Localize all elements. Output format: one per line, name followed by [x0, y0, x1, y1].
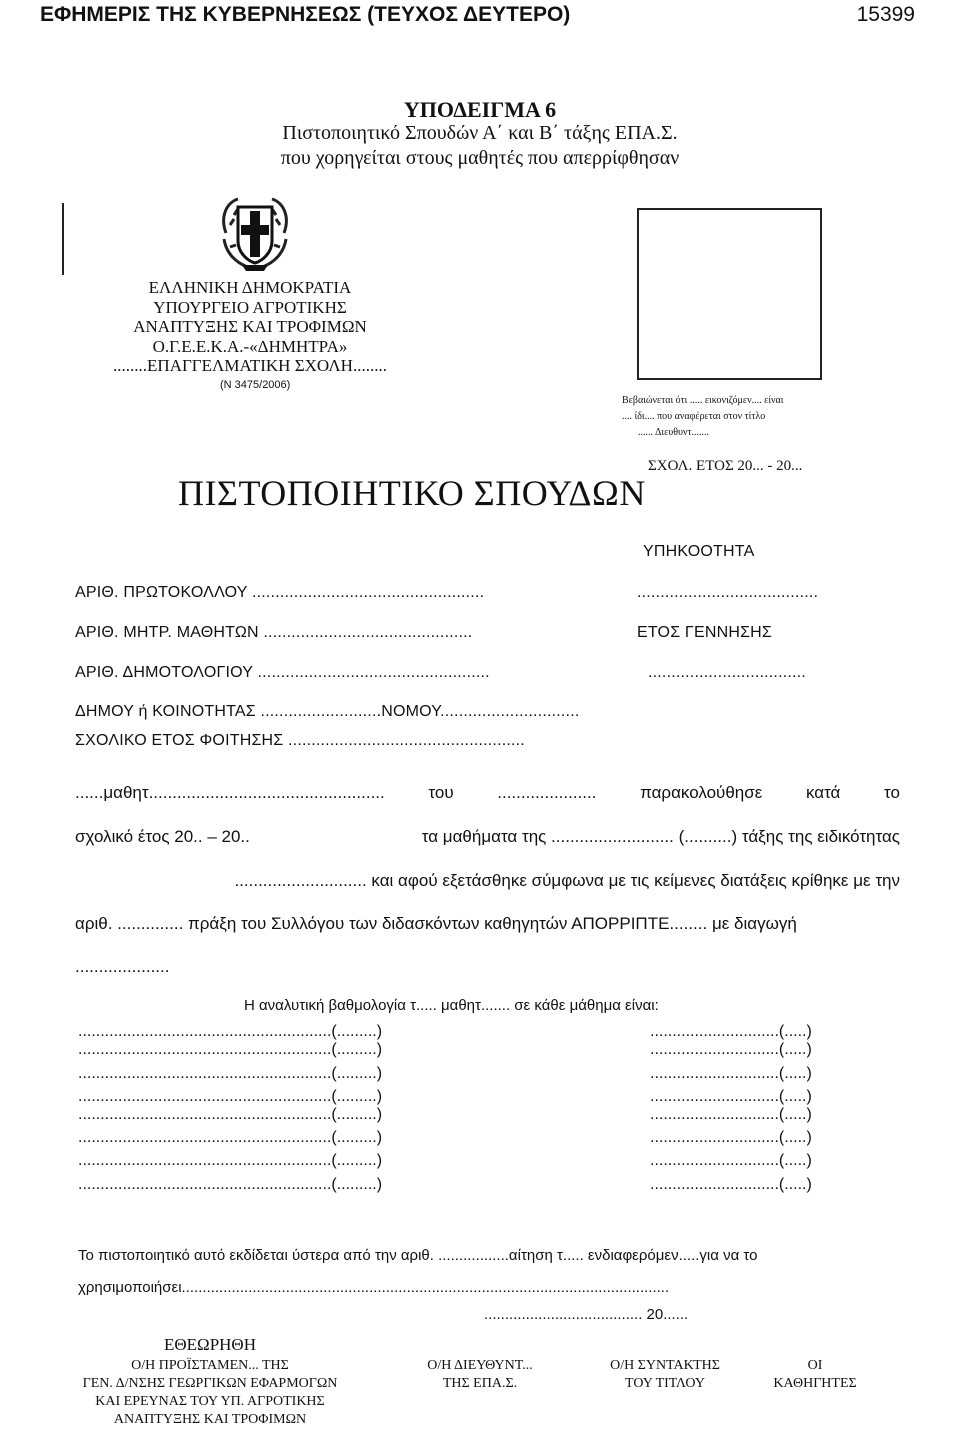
- issuer-line: ΑΝΑΠΤΥΞΗΣ ΚΑΙ ΤΡΟΦΙΜΩΝ: [133, 317, 367, 336]
- signature-line: ΤΟΥ ΤΙΤΛΟΥ: [625, 1376, 705, 1391]
- body-text: .....................: [497, 783, 597, 802]
- signature-line: ΚΑΘΗΓΗΤΕΣ: [773, 1376, 857, 1391]
- body-text: σχολικό έτος 20.. – 20..: [75, 827, 250, 846]
- signature-line: Ο/Η ΔΙΕΥΘΥΝΤ...: [427, 1358, 533, 1373]
- signature-line: Ο/Η ΠΡΟΪΣΤΑΜΕΝ... ΤΗΣ: [131, 1358, 289, 1373]
- issuer-line: ΥΠΟΥΡΓΕΙΟ ΑΓΡΟΤΙΚΗΣ: [153, 297, 347, 317]
- protocol-number-field: ΑΡΙΘ. ΠΡΩΤΟΚΟΛΛΟΥ ..................................................: [75, 584, 485, 601]
- signature-line: ΚΑΙ ΕΡΕΥΝΑΣ ΤΟΥ ΥΠ. ΑΓΡΟΤΙΚΗΣ: [95, 1394, 325, 1409]
- certificate-description: που χορηγείται στους μαθητές που απερρίφθησαν: [280, 147, 680, 169]
- grades-heading: Η αναλυτική βαθμολογία τ..... μαθητ....... σε κάθε μάθημα είναι:: [244, 997, 659, 1014]
- municipal-registry-field: ΑΡΙΘ. ΔΗΜΟΤΟΛΟΓΙΟΥ ..................................................: [75, 664, 490, 681]
- body-text: κατά: [805, 783, 841, 802]
- body-text: τα μαθήματα της .......................... (..........) τάξης της ειδικότητας: [421, 827, 900, 846]
- grade-right: .............................(.....): [650, 1065, 812, 1082]
- author-signature: [580, 1357, 750, 1393]
- director-signature: [395, 1357, 565, 1393]
- law-reference: (Ν 3475/2006): [220, 379, 291, 391]
- main-title: ΠΙΣΤΟΠΟΙΗΤΙΚΟ ΣΠΟΥΔΩΝ: [178, 473, 646, 513]
- signature-line: ΑΝΑΠΤΥΞΗΣ ΚΑΙ ΤΡΟΦΙΜΩΝ: [113, 1412, 307, 1427]
- photo-note-line: ...... Διευθυντ.......: [638, 427, 710, 438]
- grade-right: .............................(.....): [650, 1106, 812, 1123]
- issuer-line: ΕΛΛΗΝΙΚΗ ΔΗΜΟΚΡΑΤΙΑ: [148, 278, 352, 297]
- issue-date: ...................................... 20......: [484, 1306, 689, 1323]
- school-year: ΣΧΟΛ. ΕΤΟΣ 20... - 20...: [648, 458, 803, 474]
- issuer-line: ........ΕΠΑΓΓΕΛΜΑΤΙΚΗ ΣΧΟΛΗ........: [113, 356, 387, 375]
- body-line: [75, 783, 900, 803]
- grade-left: .........................................................(.........): [78, 1041, 383, 1058]
- signature-line: ΟΙ: [807, 1358, 823, 1373]
- body-line: [75, 827, 900, 847]
- gazette-header: ΕΦΗΜΕΡΙΣ ΤΗΣ ΚΥΒΕΡΝΗΣΕΩΣ (ΤΕΥΧΟΣ ΔΕΥΤΕΡΟ): [40, 3, 571, 26]
- grade-left: .........................................................(.........): [78, 1023, 383, 1040]
- body-text: του: [428, 783, 454, 802]
- citizenship-label: ΥΠΗΚΟΟΤΗΤΑ: [643, 543, 755, 560]
- page-number: 15399: [856, 3, 915, 26]
- certificate-subtitle: Πιστοποιητικό Σπουδών Α΄ και Β΄ τάξης ΕΠΑ.Σ.: [282, 122, 678, 144]
- citizenship-field: .......................................: [637, 584, 819, 601]
- coat-of-arms-emblem: [212, 195, 298, 273]
- body-line: ............................ και αφού εξετάσθηκε σύμφωνα με τις κείμενες διατάξεις κρίθηκε με την: [234, 871, 900, 890]
- photo-note-line: Βεβαιώνεται ότι ..... εικονιζόμεν.... είναι: [622, 395, 784, 406]
- grade-right: .............................(.....): [650, 1129, 812, 1146]
- grade-right: .............................(.....): [650, 1088, 812, 1105]
- grade-left: .........................................................(.........): [78, 1129, 383, 1146]
- issuance-statement-cont: χρησιμοποιήσει.....................................................................................................................: [78, 1279, 670, 1296]
- body-text: το: [884, 783, 900, 802]
- grade-right: .............................(.....): [650, 1023, 812, 1040]
- issuer-line: Ο.Γ.Ε.Ε.Κ.Α.-«ΔΗΜΗΤΡΑ»: [152, 336, 348, 356]
- issuance-statement: Το πιστοποιητικό αυτό εκδίδεται ύστερα από την αριθ. .................αίτηση τ..... ενδιαφερόμεν.....για να το: [78, 1247, 758, 1264]
- birth-year-label: ΕΤΟΣ ΓΕΝΝΗΣΗΣ: [637, 624, 773, 641]
- grade-right: .............................(.....): [650, 1176, 812, 1193]
- endorsement-signature: [55, 1357, 365, 1429]
- body-line: ....................: [75, 957, 170, 976]
- student-registry-field: ΑΡΙΘ. ΜΗΤΡ. ΜΑΘΗΤΩΝ .............................................: [75, 624, 473, 641]
- photo-box: [637, 208, 822, 380]
- signature-line: ΓΕΝ. Δ/ΝΣΗΣ ΓΕΩΡΓΙΚΩΝ ΕΦΑΡΜΟΓΩΝ: [82, 1376, 338, 1391]
- margin-line: [62, 203, 64, 275]
- grade-left: .........................................................(.........): [78, 1088, 383, 1105]
- photo-certification: [622, 393, 783, 441]
- signature-line: Ο/Η ΣΥΝΤΑΚΤΗΣ: [610, 1358, 720, 1373]
- birth-year-field: ..................................: [648, 664, 806, 681]
- body-text: ......μαθητ..................................................: [75, 783, 385, 802]
- photo-note-line: .... ίδι.... που αναφέρεται στον τίτλο: [622, 411, 766, 422]
- body-text: παρακολούθησε: [640, 783, 763, 802]
- grade-left: .........................................................(.........): [78, 1106, 383, 1123]
- grade-left: .........................................................(.........): [78, 1065, 383, 1082]
- grade-left: .........................................................(.........): [78, 1152, 383, 1169]
- signature-line: ΤΗΣ ΕΠΑ.Σ.: [442, 1376, 518, 1391]
- body-line: αριθ. .............. πράξη του Συλλόγου των διδασκόντων καθηγητών ΑΠΟΡΡΙΠΤΕ........ με διαγωγή: [75, 914, 797, 933]
- teachers-signature: [755, 1357, 875, 1393]
- attendance-year-field: ΣΧΟΛΙΚΟ ΕΤΟΣ ΦΟΙΤΗΣΗΣ ...................................................: [75, 732, 525, 749]
- endorsement-title: ΕΘΕΩΡΗΘΗ: [164, 1335, 256, 1354]
- issuer-block: [80, 278, 420, 376]
- template-title: ΥΠΟΔΕΙΓΜΑ 6: [403, 97, 557, 122]
- municipality-prefecture-field: ΔΗΜΟΥ ή ΚΟΙΝΟΤΗΤΑΣ ..........................ΝΟΜΟΥ..............................: [75, 703, 580, 720]
- grade-right: .............................(.....): [650, 1041, 812, 1058]
- grade-left: .........................................................(.........): [78, 1176, 383, 1193]
- grade-right: .............................(.....): [650, 1152, 812, 1169]
